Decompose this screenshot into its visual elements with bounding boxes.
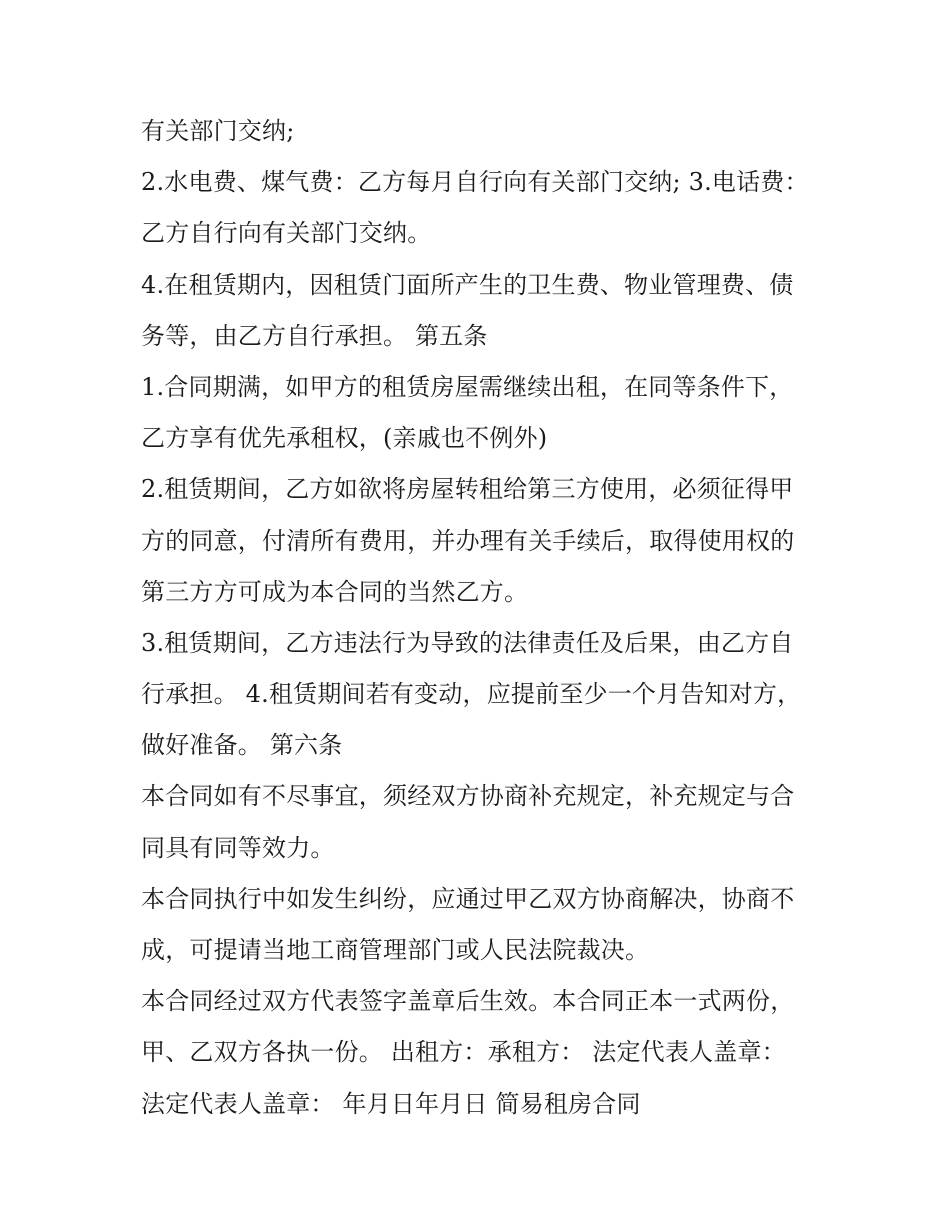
text-line: 乙方享有优先承租权，(亲戚也不例外)	[141, 424, 548, 453]
text-line: 本合同经过双方代表签字盖章后生效。本合同正本一式两份，	[141, 987, 795, 1016]
text-line: 2.租赁期间，乙方如欲将房屋转租给第三方使用，必须征得甲	[141, 475, 794, 504]
text-line: 成，可提请当地工商管理部门或人民法院裁决。	[141, 936, 650, 964]
text-line: 有关部门交纳;	[141, 117, 295, 145]
text-line: 3.租赁期间，乙方违法行为导致的法律责任及后果，由乙方自	[141, 628, 794, 657]
text-line: 同具有同等效力。	[141, 833, 335, 862]
text-line: 务等，由乙方自行承担。 第五条	[141, 321, 488, 350]
text-line: 本合同执行中如发生纠纷，应通过甲乙双方协商解决，协商不	[141, 884, 795, 913]
text-line: 法定代表人盖章： 年月日年月日 简易租房合同	[141, 1089, 641, 1118]
text-line: 本合同如有不尽事宜，须经双方协商补充规定，补充规定与合	[141, 782, 795, 811]
text-line: 第三方方可成为本合同的当然乙方。	[141, 577, 529, 606]
text-line: 乙方自行向有关部门交纳。	[141, 219, 432, 248]
contract-text	[141, 106, 821, 1130]
text-line: 1.合同期满，如甲方的租赁房屋需继续出租，在同等条件下，	[141, 372, 794, 401]
text-line: 行承担。 4.租赁期间若有变动，应提前至少一个月告知对方，	[141, 680, 802, 709]
text-line: 4.在租赁期内，因租赁门面所产生的卫生费、物业管理费、债	[141, 270, 794, 299]
text-line: 2.水电费、煤气费：乙方每月自行向有关部门交纳; 3.电话费：	[141, 168, 809, 197]
text-line: 甲、乙双方各执一份。 出租方：承租方： 法定代表人盖章：	[141, 1038, 786, 1067]
text-line: 方的同意，付清所有费用，并办理有关手续后，取得使用权的	[141, 526, 795, 555]
text-line: 做好准备。 第六条	[141, 731, 343, 760]
